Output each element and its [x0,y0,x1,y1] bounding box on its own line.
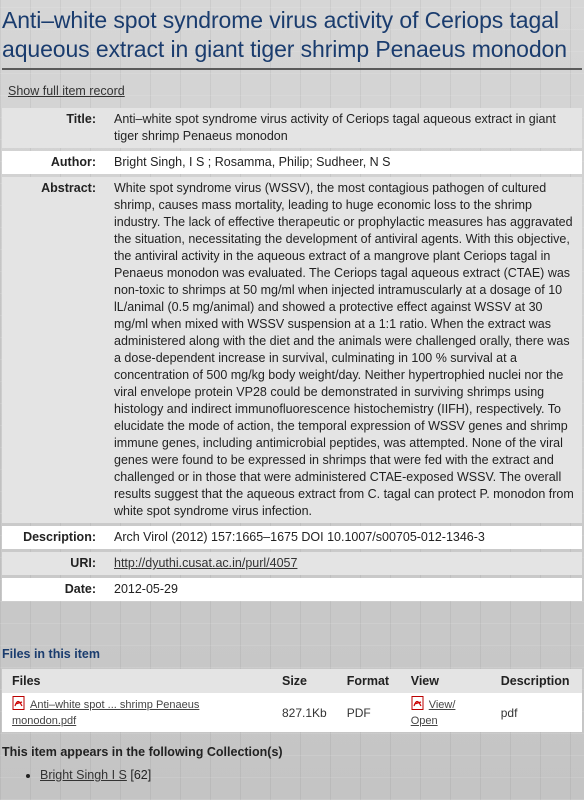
files-col-view: View [401,669,491,693]
file-name-cell [2,693,272,732]
description-label: Description: [2,526,108,549]
metadata-row-date [2,578,582,601]
abstract-label: Abstract: [2,177,108,523]
item-header [0,0,584,64]
view-open-link[interactable]: View/ Open [410,699,456,727]
file-view-cell [401,693,491,732]
files-col-size: Size [272,669,337,693]
metadata-table [2,105,582,604]
collection-count: [62] [130,768,152,782]
file-row [2,693,582,732]
collection-item [40,768,151,782]
files-col-files: Files [2,669,272,693]
title-value: Anti–white spot syndrome virus activity of Ceriops tagal aqueous extract in giant tiger shrimp Penaeus monodon [108,108,582,148]
file-format: PDF [337,693,401,732]
metadata-row-title [2,108,582,148]
files-col-format: Format [337,669,401,693]
author-label: Author: [2,151,108,174]
collection-link[interactable]: Bright Singh I S [40,768,127,782]
show-full-record-link[interactable]: Show full item record [8,84,125,98]
date-label: Date: [2,578,108,601]
author-value: Bright Singh, I S ; Rosamma, Philip; Sudheer, N S [108,151,582,174]
title-divider [2,68,582,70]
uri-label: URI: [2,552,108,575]
page-title: Anti–white spot syndrome virus activity of Ceriops tagal aqueous extract in giant tiger shrimp Penaeus monodon [2,7,567,62]
files-header-row [2,669,582,693]
abstract-value: White spot syndrome virus (WSSV), the most contagious pathogen of cultured shrimp, causes mass mortality, leading to huge economic loss to the shrimp industry. The lack of effective therapeutic or prophylactic measures has aggravated the situation, necessitating the development of antiviral agents. With this objective, the antiviral activity in the aqueous extract of a mangrove plant Ceriops tagal in Penaeus monodon was evaluated. The Ceriops tagal aqueous extract (CTAE) was non-toxic to shrimps at 50 mg/ml when injected intramuscularly at a dosage of 10 lL/animal (0.5 mg/animal) and showed a protective effect against WSSV at 30 mg/ml when mixed with WSSV suspension at a 1:1 ratio. When the extract was administered along with the diet and the animals were challenged orally, there was a dose-dependent increase in survival, culminating in 100 % survival at a concentration of 500 mg/kg body weight/day. Neither hypertrophied nuclei nor the viral envelope protein VP28 could be demonstrated in surviving shrimps using histology and indirect immunofluorescence histochemistry (IIFH), respectively. To elucidate the mode of action, the temporal expression of WSSV genes and shrimp immune genes, including antimicrobial peptides, was attempted. None of the viral genes were found to be expressed in shrimps that were fed with the extract and challenged or in those that were administered CTAE-exposed WSSV. The overall results suggest that the aqueous extract from C. tagal can protect P. monodon from white spot syndrome virus infection. [108,177,582,523]
metadata-row-uri [2,552,582,575]
pdf-file-icon [411,696,425,710]
metadata-row-author [2,151,582,174]
collections-list [22,768,151,782]
uri-cell [108,552,582,575]
files-table [2,669,582,732]
description-value: Arch Virol (2012) 157:1665–1675 DOI 10.1007/s00705-012-1346-3 [108,526,582,549]
uri-link[interactable]: http://dyuthi.cusat.ac.in/purl/4057 [114,556,298,570]
file-description: pdf [491,693,582,732]
pdf-file-icon [12,696,26,710]
collections-heading: This item appears in the following Collection(s) [2,745,283,759]
file-size: 827.1Kb [272,693,337,732]
file-name-link[interactable]: Anti–white spot ... shrimp Penaeus monodon.pdf [12,699,200,727]
title-label: Title: [2,108,108,148]
date-value: 2012-05-29 [108,578,582,601]
metadata-row-description [2,526,582,549]
metadata-row-abstract [2,177,582,523]
files-col-description: Description [491,669,582,693]
files-heading: Files in this item [2,647,100,661]
